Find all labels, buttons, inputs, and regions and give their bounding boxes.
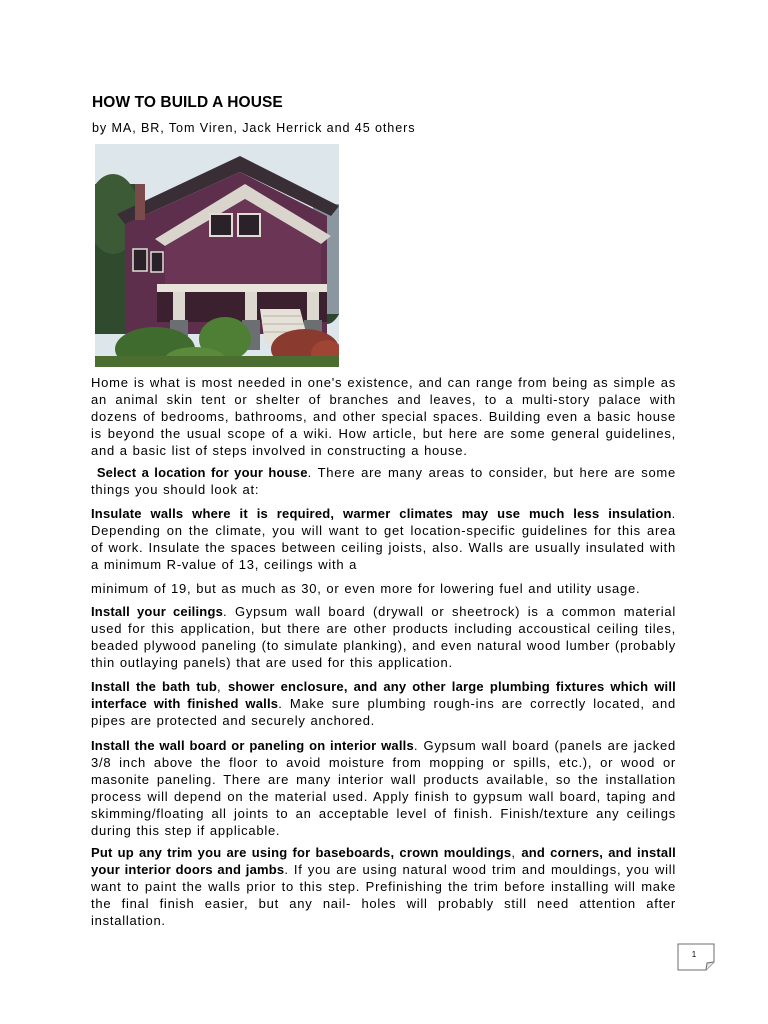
step-body: . There are many areas to consider, but here are some things you should look at: xyxy=(91,465,676,497)
step-install-ceilings xyxy=(91,603,676,671)
step-install-bath-tub xyxy=(91,678,676,729)
step-put-up-trim xyxy=(91,844,676,929)
step-heading: Put up any trim you are using for baseboards, crown mouldings xyxy=(91,845,512,860)
step-heading: Select a location for your house xyxy=(96,465,308,480)
step-heading: shower enclosure, and any other large plumbing fixtures which will interface with finished walls xyxy=(91,679,676,711)
separator: , xyxy=(511,845,522,860)
step-heading: Install the wall board or paneling on interior walls xyxy=(91,738,414,753)
step-body: . If you are using natural wood trim and mouldings, you will want to paint the walls prior to this step. Prefinishing the trim before installing will make the final finish easier, but any nail- holes will probably still need attention after installation. xyxy=(91,862,676,928)
step-body: . Gypsum wall board (panels are jacked 3/8 inch above the floor to avoid moisture from mopping or spills, etc.), or wood or masonite paneling. There are many interior wall products available, so the installation process will depend on the material used. Apply finish to gypsum wall board, taping and skimming/floating all joints to an acceptable level of finish. Finish/texture any ceilings during this step if applicable. xyxy=(91,738,676,838)
page-title: HOW TO BUILD A HOUSE xyxy=(92,94,283,111)
step-body: . Gypsum wall board (drywall or sheetrock) is a common material used for this application, but there are other products including accoustical ceiling tiles, beaded plywood paneling (to simulate planking), and even natural wood lumber (probably thin outlaying panels) that are used for this application. xyxy=(91,604,676,670)
step-heading: Install your ceilings xyxy=(91,604,224,619)
step-select-location xyxy=(91,464,676,498)
step-insulate-walls xyxy=(91,505,676,573)
step-install-wall-board xyxy=(91,737,676,839)
step-insulate-continued: minimum of 19, but as much as 30, or even more for lowering fuel and utility usage. xyxy=(91,581,641,596)
step-heading: Install the bath tub xyxy=(91,679,218,694)
page-number: 1 xyxy=(691,950,697,959)
page-number-box xyxy=(677,943,715,971)
intro-paragraph: Home is what is most needed in one's existence, and can range from being as simple as an animal skin tent or shelter of branches and leaves, to a multi-story palace with dozens of bedrooms, bathrooms, and other special spaces. Building even a basic house is beyond the usual scope of a wiki. How article, but here are some general guidelines, and a basic list of steps involved in constructing a house. xyxy=(91,375,676,458)
house-photo xyxy=(95,144,339,367)
step-heading: and corners, and install your interior doors and jambs xyxy=(91,845,676,877)
step-body: . Depending on the climate, you will want to get location-specific guidelines for this area of work. Insulate the spaces between ceiling joists, also. Walls are usually insulated with a minimum R-value of 13, ceilings with a xyxy=(91,506,676,572)
step-heading: Insulate walls where it is required, warmer climates may use much less insulation xyxy=(91,506,672,521)
separator: , xyxy=(217,679,228,694)
step-body: . Make sure plumbing rough-ins are correctly located, and pipes are protected and securely anchored. xyxy=(91,696,676,728)
author-byline: by MA, BR, Tom Viren, Jack Herrick and 45 others xyxy=(92,121,416,135)
